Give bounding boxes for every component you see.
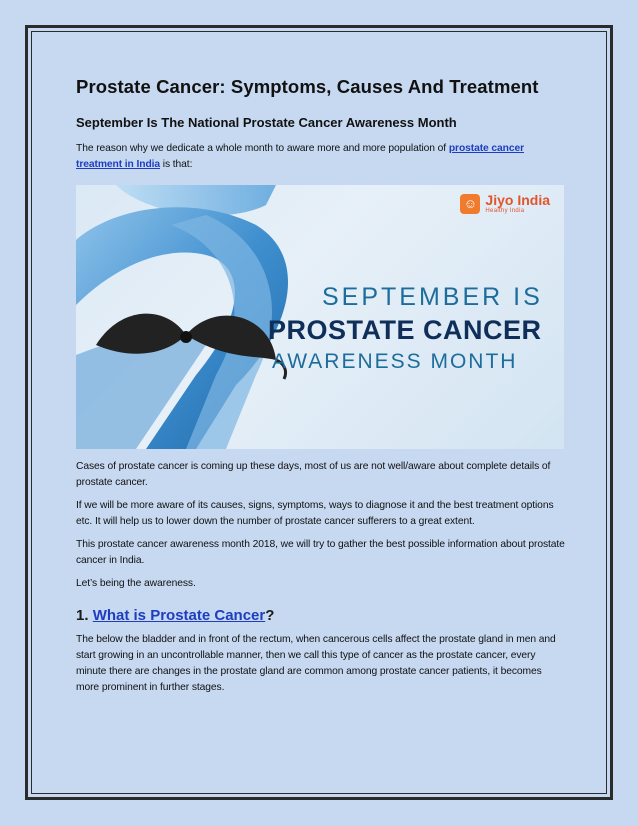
logo-name: Jiyo India (485, 192, 550, 208)
intro-text-after: is that: (160, 159, 193, 170)
paragraph-1: Cases of prostate cancer is coming up these days, most of us are not well/aware about complete details of prostate cancer. (76, 461, 551, 488)
section-heading-suffix: ? (265, 607, 275, 624)
section-heading-1 (76, 605, 566, 627)
intro-paragraph (76, 141, 566, 173)
document-body (76, 74, 566, 696)
logo-tagline: Healthy India (485, 208, 525, 214)
paragraph-4: Let’s being the awareness. (76, 578, 196, 589)
section-number: 1. (76, 607, 89, 624)
banner-text-line1: SEPTEMBER IS (322, 283, 543, 311)
logo-badge-icon: ☺ (460, 194, 480, 214)
banner-text-line3: AWARENESS MONTH (272, 350, 518, 373)
paragraph-3: This prostate cancer awareness month 2018, we will try to gather the best possible information about prostate cancer in India. (76, 539, 565, 566)
banner-text-line2: PROSTATE CANCER (268, 315, 542, 345)
page-title: Prostate Cancer: Symptoms, Causes And Treatment (76, 76, 539, 97)
section-1-body: The below the bladder and in front of the rectum, when cancerous cells affect the prostate gland in men and start growing in an uncontrollable manner, then we call this type of cancer as the prostate cancer, every minute there are changes in the prostate gland are common among prostate cancer patients, it becomes more prominent in further stages. (76, 634, 556, 693)
what-is-prostate-cancer-link[interactable]: What is Prostate Cancer (92, 607, 266, 624)
jiyo-india-logo (460, 193, 550, 214)
intro-text-before: The reason why we dedicate a whole month to aware more and more population of (76, 143, 449, 154)
page-subtitle: September Is The National Prostate Cancer Awareness Month (76, 115, 457, 130)
treatment-link[interactable]: prostate cancer treatment in India (76, 143, 525, 170)
awareness-banner-image (76, 185, 564, 449)
paragraph-2: If we will be more aware of its causes, signs, symptoms, ways to diagnose it and the best treatment options etc. It will help us to lower down the number of prostate cancer sufferers to a great extent. (76, 500, 554, 527)
